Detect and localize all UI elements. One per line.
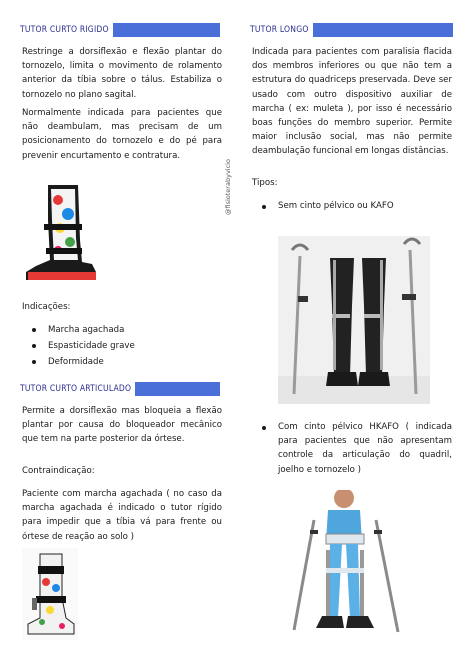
long-description: Indicada para pacientes com paralisia flacida dos membros inferiores ou que não tem a estrutura do quadriceps preservada. Deve ser usado com outro dispositivo auxiliar de marcha ( ex: muleta ), por isso é necessário boas funções do membro superior. Permite maior inclusão social, mas não permite deambulação funcional em longas distâncias. xyxy=(252,47,452,157)
orthosis-illustration xyxy=(20,180,100,290)
bullet-icon xyxy=(32,360,36,364)
list-item: Espasticidade grave xyxy=(22,338,222,354)
type-hkafo: Com cinto pélvico HKAFO ( indicada para pacientes que não apresentam controle da articulação do quadril, joelho e tornozelo ) xyxy=(262,420,452,477)
rigid-indication-text: Normalmente indicada para pacientes que não deambulam, mas precisam de um posicionamento do tornozelo e do pé para prevenir encurtamento e contratura. xyxy=(22,108,222,161)
contraindication-text: Paciente com marcha agachada ( no caso da marcha agachada é indicado o tutor rígido para impedir que a tíbia vá para frente ou órtese de reação ao solo ) xyxy=(22,489,222,542)
section-header-articulated xyxy=(20,381,220,397)
bullet-icon xyxy=(32,328,36,332)
list-item: Deformidade xyxy=(22,354,222,370)
kafo-image xyxy=(278,236,430,404)
contraindication-label: Contraindicação: xyxy=(22,466,95,476)
type-kafo: Sem cinto pélvico ou KAFO xyxy=(262,199,452,213)
header-accent-bar xyxy=(304,23,453,37)
indications-list xyxy=(22,322,222,370)
hkafo-image xyxy=(282,490,432,640)
section-header-rigid xyxy=(20,22,220,38)
bullet-icon xyxy=(262,426,266,430)
articulated-illustration xyxy=(22,548,78,640)
section-title: TUTOR LONGO xyxy=(250,22,313,38)
section-title: TUTOR CURTO RIGIDO xyxy=(20,22,113,38)
bullet-icon xyxy=(262,205,266,209)
kafo-illustration xyxy=(278,236,430,404)
types-label: Tipos: xyxy=(252,178,278,188)
articulated-description: Permite a dorsiflexão mas bloqueia a flexão plantar por causa do bloqueador mecânico que tem na parte posterior da órtese. xyxy=(22,406,222,445)
header-accent-bar xyxy=(96,23,220,37)
rigid-orthosis-image xyxy=(20,180,100,290)
section-title: TUTOR CURTO ARTICULADO xyxy=(20,381,135,397)
hkafo-illustration xyxy=(282,490,432,640)
bullet-icon xyxy=(32,344,36,348)
indications-label: Indicações: xyxy=(22,302,71,312)
list-item: Marcha agachada xyxy=(22,322,222,338)
watermark-text: @fisioterabyvicio xyxy=(224,159,232,215)
rigid-description: Restringe a dorsiflexão e flexão plantar do tornozelo, limita o movimento de rolamento anterior da tíbia sobre o tálus. Estabiliza o tornozelo no plano sagital. xyxy=(22,47,222,100)
articulated-orthosis-image xyxy=(22,548,78,640)
section-header-long xyxy=(250,22,453,38)
